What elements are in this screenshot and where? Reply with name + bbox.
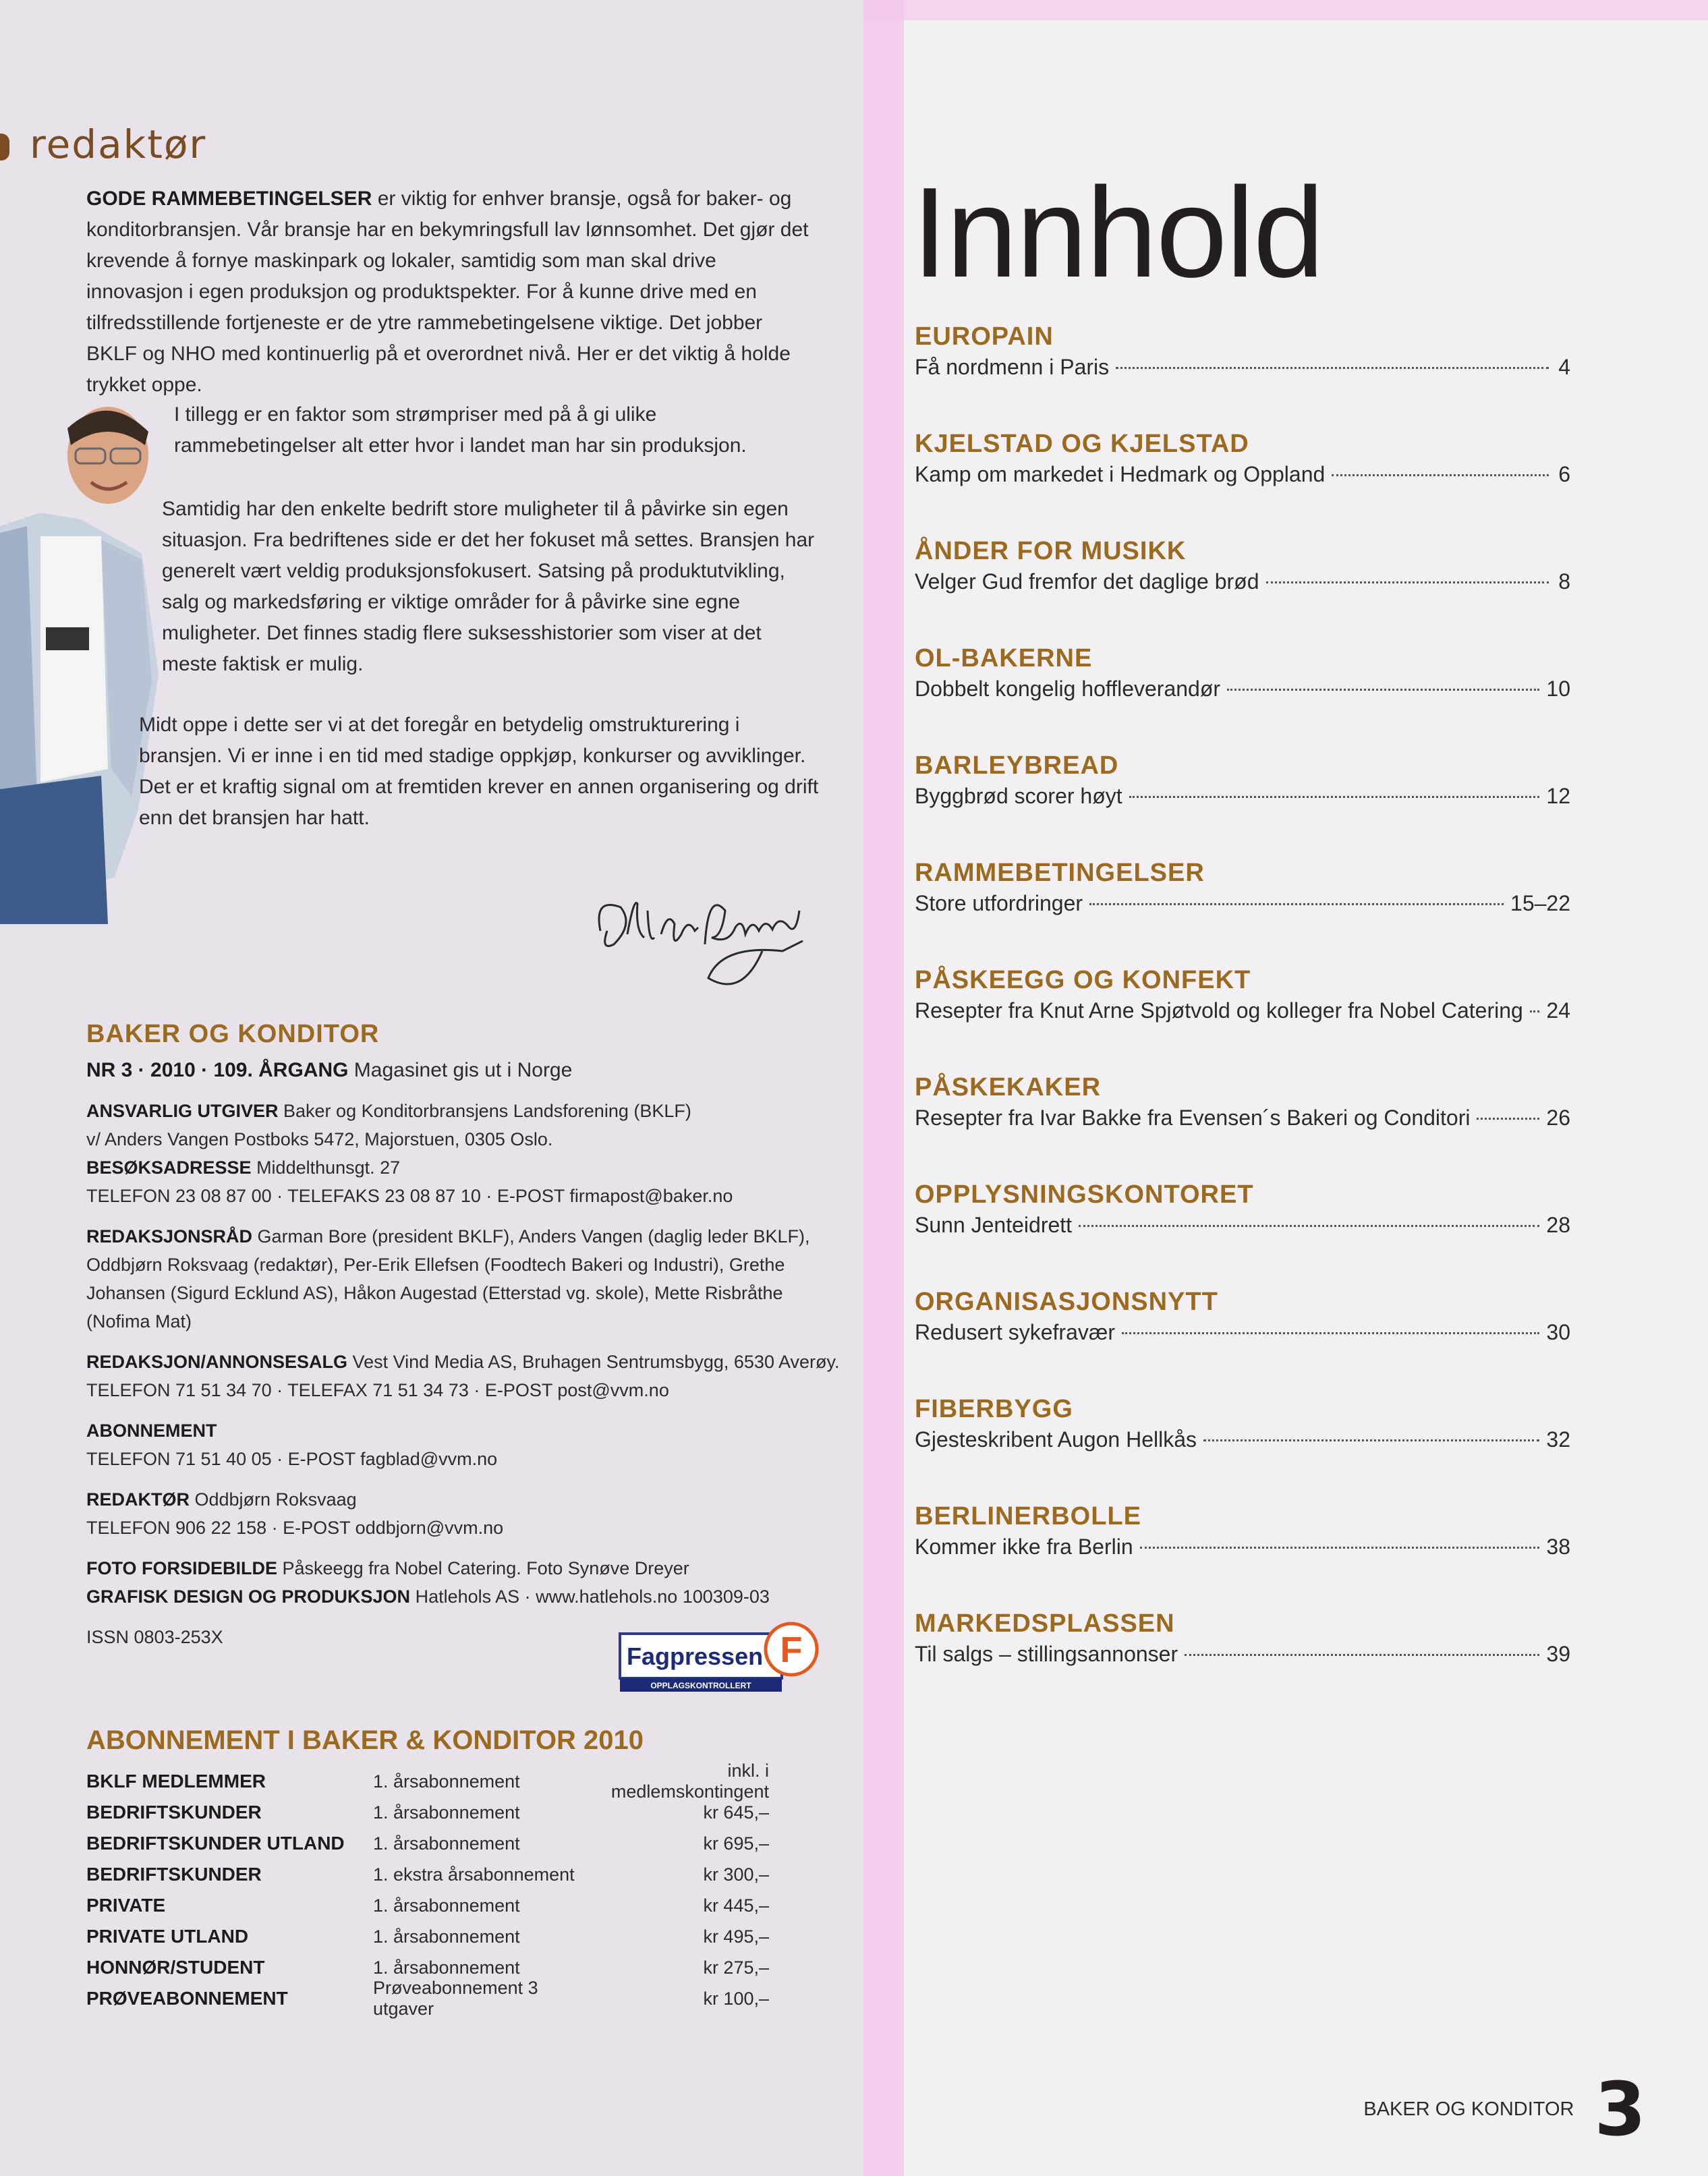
subscription-group: PRIVATE bbox=[86, 1895, 166, 1916]
publisher-label: ANSVARLIG UTGIVER bbox=[86, 1101, 279, 1121]
toc-entry-line bbox=[915, 352, 1570, 382]
masthead-title: BAKER OG KONDITOR bbox=[86, 1020, 380, 1048]
subscription-group: HONNØR/STUDENT bbox=[86, 1957, 265, 1978]
subscription-group: BEDRIFTSKUNDER bbox=[86, 1802, 262, 1823]
editorial-paragraph-1: I tillegg er en faktor som strømpriser med på å gi ulike rammebetingelser alt etter hvor i landet man har sin produksjon. bbox=[174, 403, 747, 457]
subscription-price: kr 100,– bbox=[703, 1988, 769, 2009]
issue-number: NR 3 · 2010 · 109. ÅRGANG bbox=[86, 1059, 349, 1081]
toc-entry-page: 28 bbox=[1546, 1213, 1570, 1237]
pink-band bbox=[863, 0, 1708, 20]
subscription-price: kr 300,– bbox=[703, 1864, 769, 1885]
toc-entry[interactable] bbox=[915, 750, 1570, 857]
subscription-type: 1. årsabonnement bbox=[373, 1895, 520, 1916]
ads-label: REDAKSJON/ANNONSESALG bbox=[86, 1352, 348, 1372]
toc-leader-dots bbox=[1530, 1010, 1540, 1012]
page-number: 3 bbox=[1594, 2066, 1646, 2152]
toc-entry-heading: ÅNDER FOR MUSIKK bbox=[915, 537, 1187, 565]
toc-entry-line bbox=[915, 888, 1570, 918]
table-row bbox=[86, 1921, 815, 1952]
toc-leader-dots bbox=[1477, 1118, 1539, 1120]
toc-entry-text: Velger Gud fremfor det daglige brød bbox=[915, 569, 1259, 594]
toc-entry-text: Resepter fra Knut Arne Spjøtvold og kolleger fra Nobel Catering bbox=[915, 998, 1523, 1023]
editor-label: REDAKTØR bbox=[86, 1489, 190, 1510]
toc-entry[interactable] bbox=[915, 1608, 1570, 1715]
toc-entry-line bbox=[915, 1317, 1570, 1347]
toc-entry-heading: BERLINERBOLLE bbox=[915, 1502, 1141, 1530]
toc-entry-line bbox=[915, 459, 1570, 489]
subscription-group: PRØVEABONNEMENT bbox=[86, 1988, 288, 2009]
toc-leader-dots bbox=[1140, 1547, 1540, 1549]
toc-entry-page: 39 bbox=[1546, 1642, 1570, 1666]
footer-label: BAKER OG KONDITOR bbox=[1363, 2098, 1574, 2120]
editorial-intro bbox=[86, 183, 815, 401]
toc-entry-page: 32 bbox=[1546, 1427, 1570, 1452]
editorial-paragraph-2: Samtidig har den enkelte bedrift store muligheter til å påvirke sin egen situasjon. Fra bedriftenes side er det her fokuset må settes. Bransjen har generelt vært veldig produksjonsfokusert. Satsing på produktutvikling, salg og markedsføring er viktige områder for å påvirke sine egne muligheter. Det finnes stadig flere suksesshistorier som viser at det meste faktisk er mulig. bbox=[162, 498, 815, 675]
toc-leader-dots bbox=[1122, 1332, 1539, 1334]
toc-leader-dots bbox=[1116, 367, 1549, 369]
toc-entry-page: 12 bbox=[1546, 784, 1570, 808]
toc-entry-line bbox=[915, 1425, 1570, 1454]
section-brand bbox=[0, 121, 206, 167]
table-row bbox=[86, 1797, 815, 1828]
editor-phone: TELEFON 906 22 158 · E-POST oddbjorn@vvm.no bbox=[86, 1518, 504, 1538]
editor-text: Oddbjørn Roksvaag bbox=[190, 1489, 357, 1510]
toc-entry-heading: ORGANISASJONSNYTT bbox=[915, 1288, 1218, 1316]
fagpressen-f: F bbox=[780, 1630, 803, 1670]
toc-leader-dots bbox=[1266, 581, 1549, 583]
toc-entry-page: 24 bbox=[1546, 998, 1570, 1023]
fagpressen-logo-icon bbox=[617, 1619, 820, 1693]
issn: ISSN 0803-253X bbox=[86, 1627, 223, 1647]
toc-entry-line bbox=[915, 996, 1570, 1025]
toc-entry[interactable] bbox=[915, 1179, 1570, 1286]
design-text: Hatlehols AS · www.hatlehols.no 100309-03 bbox=[410, 1586, 770, 1607]
toc-entry-page: 15–22 bbox=[1510, 891, 1570, 915]
toc-entry-text: Få nordmenn i Paris bbox=[915, 355, 1110, 379]
table-row bbox=[86, 1890, 815, 1921]
toc-entry[interactable] bbox=[915, 857, 1570, 965]
fagpressen-subtext: OPPLAGSKONTROLLERT bbox=[650, 1681, 751, 1690]
publisher-address: v/ Anders Vangen Postboks 5472, Majorstuen, 0305 Oslo. bbox=[86, 1129, 553, 1149]
board-text: Garman Bore (president BKLF), Anders Vangen (daglig leder BKLF), Oddbjørn Roksvaag (redaktør), Per-Erik Ellefsen (Foodtech Bakeri og Industri), Grethe Johansen (Sigurd Ecklund AS), Håkon Augestad (Etterstad vg. skole), Mette Risbråthe (Nofima Mat) bbox=[86, 1226, 810, 1332]
table-of-contents bbox=[915, 321, 1570, 1715]
signature-icon bbox=[587, 870, 816, 1005]
toc-entry-line bbox=[915, 674, 1570, 704]
issue-text: Magasinet gis ut i Norge bbox=[348, 1059, 573, 1081]
toc-leader-dots bbox=[1089, 903, 1504, 905]
toc-entry[interactable] bbox=[915, 536, 1570, 643]
toc-entry[interactable] bbox=[915, 965, 1570, 1072]
photo-label: FOTO FORSIDEBILDE bbox=[86, 1558, 278, 1578]
toc-entry-heading: BARLEYBREAD bbox=[915, 751, 1119, 780]
subscription-type: 1. årsabonnement bbox=[373, 1926, 520, 1947]
toc-entry[interactable] bbox=[915, 321, 1570, 428]
toc-entry-heading: FIBERBYGG bbox=[915, 1395, 1073, 1423]
toc-entry-line bbox=[915, 1532, 1570, 1562]
toc-entry-heading: MARKEDSPLASSEN bbox=[915, 1609, 1175, 1638]
toc-entry-text: Gjesteskribent Augon Hellkås bbox=[915, 1427, 1197, 1452]
subscription-group: BKLF MEDLEMMER bbox=[86, 1771, 266, 1792]
design-label: GRAFISK DESIGN OG PRODUKSJON bbox=[86, 1586, 411, 1607]
subscription-price: inkl. i medlemskontingent bbox=[610, 1760, 769, 1802]
intro-text: er viktig for enhver bransje, også for baker- og konditorbransjen. Vår bransje har en bekymringsfull lav lønnsomhet. Det gjør det krevende å fornye maskinpark og lokaler, samtidig som man skal drive innovasjon i egen produksjon og produktspekter. For å kunne drive med en tilfredsstillende fortjeneste er de ytre rammebetingelsene viktige. Det jobber BKLF og NHO med kontinuerlig på et overordnet nivå. Her er det viktig å holde trykket oppe. bbox=[86, 188, 809, 396]
subscription-type: 1. årsabonnement bbox=[373, 1802, 520, 1823]
toc-entry-page: 30 bbox=[1546, 1320, 1570, 1344]
toc-leader-dots bbox=[1332, 474, 1549, 476]
brand-mark-icon bbox=[0, 134, 9, 161]
subscription-type: 1. årsabonnement bbox=[373, 1833, 520, 1854]
toc-entry-page: 38 bbox=[1546, 1535, 1570, 1559]
toc-entry-text: Byggbrød scorer høyt bbox=[915, 784, 1122, 808]
table-row bbox=[86, 1978, 815, 2019]
toc-leader-dots bbox=[1079, 1225, 1539, 1227]
visit-text: Middelthunsgt. 27 bbox=[251, 1157, 401, 1178]
subscription-price: kr 445,– bbox=[703, 1895, 769, 1916]
toc-title: Innhold bbox=[912, 161, 1323, 304]
toc-entry-text: Resepter fra Ivar Bakke fra Evensen´s Bakeri og Conditori bbox=[915, 1106, 1471, 1130]
table-row bbox=[86, 1760, 815, 1802]
table-row bbox=[86, 1828, 815, 1859]
toc-entry[interactable] bbox=[915, 1072, 1570, 1179]
toc-entry-line bbox=[915, 1103, 1570, 1133]
toc-entry[interactable] bbox=[915, 428, 1570, 536]
toc-entry-text: Sunn Jenteidrett bbox=[915, 1213, 1073, 1237]
editorial-paragraph-3: Midt oppe i dette ser vi at det foregår en betydelig omstrukturering i bransjen. Vi er inne i en tid med stadige oppkjøp, konkurser og avviklinger. Det er et kraftig signal om at fremtiden krever en annen organisering og drift enn det bransjen har hatt. bbox=[139, 714, 819, 829]
toc-leader-dots bbox=[1185, 1654, 1539, 1656]
toc-entry-page: 10 bbox=[1546, 677, 1570, 701]
toc-entry[interactable] bbox=[915, 1394, 1570, 1501]
subscription-price: kr 275,– bbox=[703, 1957, 769, 1978]
toc-entry[interactable] bbox=[915, 1286, 1570, 1394]
toc-entry-page: 26 bbox=[1546, 1106, 1570, 1130]
subscription-group: PRIVATE UTLAND bbox=[86, 1926, 249, 1947]
toc-entry-heading: PÅSKEKAKER bbox=[915, 1073, 1102, 1101]
toc-entry-heading: KJELSTAD OG KJELSTAD bbox=[915, 430, 1249, 458]
toc-entry-heading: EUROPAIN bbox=[915, 322, 1054, 351]
toc-leader-dots bbox=[1129, 796, 1540, 798]
pink-divider-strip bbox=[863, 0, 904, 2176]
subscriptions-title: ABONNEMENT I BAKER & KONDITOR 2010 bbox=[86, 1725, 644, 1755]
toc-entry-text: Kommer ikke fra Berlin bbox=[915, 1535, 1133, 1559]
visit-label: BESØKSADRESSE bbox=[86, 1157, 252, 1178]
toc-entry-text: Dobbelt kongelig hoffleverandør bbox=[915, 677, 1221, 701]
brand-label: redaktør bbox=[30, 121, 207, 167]
toc-leader-dots bbox=[1203, 1439, 1539, 1441]
toc-leader-dots bbox=[1227, 689, 1539, 691]
toc-entry-heading: RAMMEBETINGELSER bbox=[915, 859, 1205, 887]
subscription-label: ABONNEMENT bbox=[86, 1421, 217, 1441]
subscription-type: Prøveabonnement 3 utgaver bbox=[373, 1978, 538, 2019]
masthead bbox=[86, 1056, 849, 1651]
toc-entry-line bbox=[915, 781, 1570, 811]
fagpressen-text: Fagpressen bbox=[627, 1642, 764, 1670]
subscription-group: BEDRIFTSKUNDER bbox=[86, 1864, 262, 1885]
subscription-price: kr 645,– bbox=[703, 1802, 769, 1823]
toc-entry-text: Kamp om markedet i Hedmark og Oppland bbox=[915, 462, 1326, 486]
toc-entry-heading: OL-BAKERNE bbox=[915, 644, 1093, 672]
toc-entry-line bbox=[915, 1639, 1570, 1669]
photo-text: Påskeegg fra Nobel Catering. Foto Synøve Dreyer bbox=[277, 1558, 689, 1578]
toc-entry-text: Store utfordringer bbox=[915, 891, 1083, 915]
publisher-text: Baker og Konditorbransjens Landsforening (BKLF) bbox=[278, 1101, 691, 1121]
subscription-group: BEDRIFTSKUNDER UTLAND bbox=[86, 1833, 345, 1854]
toc-entry-page: 4 bbox=[1558, 355, 1570, 379]
toc-entry[interactable] bbox=[915, 643, 1570, 750]
toc-entry-line bbox=[915, 567, 1570, 596]
table-row bbox=[86, 1859, 815, 1890]
subscription-type: 1. ekstra årsabonnement bbox=[373, 1864, 575, 1885]
editor-photo-icon bbox=[0, 391, 162, 924]
toc-entry-text: Til salgs – stillingsannonser bbox=[915, 1642, 1178, 1666]
subscriptions-table bbox=[86, 1760, 815, 2019]
toc-entry-text: Redusert sykefravær bbox=[915, 1320, 1115, 1344]
ads-text: Vest Vind Media AS, Bruhagen Sentrumsbygg, 6530 Averøy. bbox=[347, 1352, 840, 1372]
toc-entry-heading: OPPLYSNINGSKONTORET bbox=[915, 1180, 1254, 1209]
toc-entry-page: 8 bbox=[1558, 569, 1570, 594]
subscription-price: kr 495,– bbox=[703, 1926, 769, 1947]
publisher-phone: TELEFON 23 08 87 00 · TELEFAKS 23 08 87 10 · E-POST firmapost@baker.no bbox=[86, 1186, 733, 1206]
toc-entry-page: 6 bbox=[1558, 462, 1570, 486]
subscription-phone: TELEFON 71 51 40 05 · E-POST fagblad@vvm.no bbox=[86, 1449, 498, 1469]
ads-phone: TELEFON 71 51 34 70 · TELEFAX 71 51 34 73 · E-POST post@vvm.no bbox=[86, 1380, 669, 1400]
subscription-type: 1. årsabonnement bbox=[373, 1771, 520, 1792]
board-label: REDAKSJONSRÅD bbox=[86, 1226, 253, 1247]
toc-entry-line bbox=[915, 1210, 1570, 1240]
subscription-price: kr 695,– bbox=[703, 1833, 769, 1854]
subscription-type: 1. årsabonnement bbox=[373, 1957, 520, 1978]
page-footer bbox=[1363, 2066, 1646, 2152]
intro-lead: GODE RAMMEBETINGELSER bbox=[86, 188, 372, 210]
toc-entry-heading: PÅSKEEGG OG KONFEKT bbox=[915, 966, 1251, 994]
toc-entry[interactable] bbox=[915, 1501, 1570, 1608]
